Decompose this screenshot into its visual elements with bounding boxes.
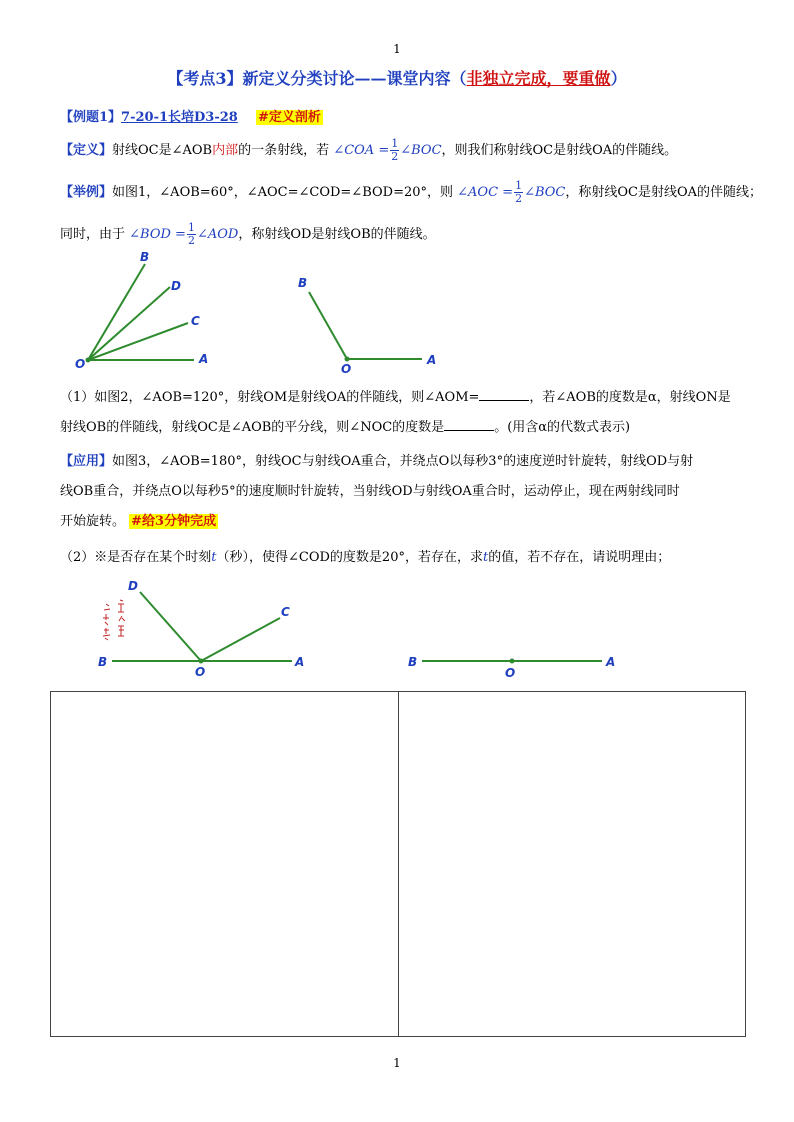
- q1-blank-1[interactable]: [479, 400, 529, 401]
- answer-box-divider: [398, 692, 399, 1036]
- fig1-label-o: O: [75, 357, 86, 371]
- fig4-label-o: O: [505, 666, 516, 680]
- frac-numerator: 1: [515, 179, 523, 192]
- application-line1-text: 如图3，∠AOB=180°，射线OC与射线OA重合，并绕点O以每秒3°的速度逆时针旋转，射线OD与射: [112, 454, 694, 469]
- illustration-expr2-right: ∠AOD: [196, 227, 239, 242]
- fig2-label-b: B: [298, 276, 308, 290]
- definition-expr-right: ∠BOC: [400, 143, 442, 158]
- fig1-label-b: B: [140, 250, 150, 264]
- application-line2: [60, 480, 680, 499]
- fig2-label-a: A: [427, 353, 437, 367]
- example-code: 7-20-1长培D3-28: [121, 110, 238, 125]
- application-line3: [60, 510, 218, 529]
- q1-line1-text: （1）如图2，∠AOB=120°，射线OM是射线OA的伴随线，则∠AOM=: [60, 390, 480, 405]
- page-number-top: 1: [393, 42, 401, 56]
- illustration-text1: 如图1，∠AOB=60°，∠AOC=∠COD=∠BOD=20°，则: [112, 185, 454, 200]
- q1-line1b-text: ，若∠AOB的度数是α，射线ON是: [529, 390, 731, 405]
- application-line3-text: 开始旋转。: [60, 514, 126, 529]
- frac-numerator: 1: [187, 221, 195, 234]
- example-highlight: #定义剖析: [257, 110, 321, 125]
- fig2-label-o: O: [341, 362, 352, 376]
- fig3-label-o: O: [195, 665, 206, 679]
- q1-blank-2[interactable]: [444, 430, 494, 431]
- illustration-text4: ，称射线OD是射线OB的伴随线。: [238, 227, 436, 242]
- fig3-label-b: B: [98, 655, 108, 669]
- title-red-note: 非独立完成，要重做: [466, 69, 611, 88]
- question-1-line2: [60, 416, 630, 435]
- example-header: [60, 106, 323, 125]
- fig1-label-a: A: [199, 352, 209, 366]
- illustration-expr-right: ∠BOC: [524, 185, 566, 200]
- fig3-label-c: C: [281, 605, 290, 619]
- seal-stamp: [103, 600, 125, 640]
- definition-text3: ，则我们称射线OC是射线OA的伴随线。: [441, 143, 678, 158]
- fig4-label-b: B: [408, 655, 418, 669]
- illustration-tag: 【举例】: [60, 185, 113, 200]
- illustration-fraction-2: [187, 222, 196, 247]
- definition-expr-left: ∠COA =: [333, 143, 390, 158]
- illustration-line1: [60, 180, 762, 205]
- illustration-expr2-left: ∠BOD =: [129, 227, 186, 242]
- definition-line: [60, 138, 677, 163]
- definition-text2: 的一条射线，若: [238, 143, 330, 158]
- fig4-label-a: A: [606, 655, 616, 669]
- figure-3: [94, 574, 324, 686]
- frac-numerator: 1: [391, 137, 399, 150]
- title-main: 【考点3】新定义分类讨论——课堂内容（: [167, 69, 467, 88]
- q2-text1: （2）※是否存在某个时刻: [60, 550, 212, 565]
- q2-text2: （秒），使得∠COD的度数是20°，若存在，求: [216, 550, 483, 565]
- application-highlight: #给3分钟完成: [131, 514, 217, 529]
- frac-denominator: 2: [187, 234, 195, 247]
- q1-line2-text: 射线OB的伴随线，射线OC是∠AOB的平分线，则∠NOC的度数是: [60, 420, 445, 435]
- frac-denominator: 2: [391, 150, 399, 163]
- fig1-label-c: C: [191, 314, 200, 328]
- figure-1: [70, 250, 230, 379]
- illustration-text3: 同时，由于: [60, 227, 126, 242]
- illustration-line2: [60, 222, 436, 247]
- definition-fraction: [390, 138, 399, 163]
- definition-tag: 【定义】: [60, 143, 113, 158]
- fig3-label-a: A: [295, 655, 305, 669]
- q2-var-t2: t: [482, 550, 489, 565]
- question-1-line1: [60, 386, 731, 405]
- page-number-bottom: 1: [393, 1056, 401, 1070]
- figure-2: [295, 272, 455, 381]
- question-2: [60, 546, 670, 565]
- answer-box[interactable]: [50, 691, 746, 1037]
- q2-var-t: t: [211, 550, 217, 565]
- example-tag: 【例题1】: [60, 110, 122, 125]
- application-tag: 【应用】: [60, 454, 113, 469]
- application-line1: [60, 450, 693, 469]
- definition-inner: 内部: [212, 143, 239, 158]
- q1-line2b-text: 。(用含α的代数式表示): [494, 420, 631, 435]
- illustration-text2: ，称射线OC是射线OA的伴随线；: [565, 185, 763, 200]
- illustration-fraction: [514, 180, 523, 205]
- figure-4: [404, 640, 634, 686]
- definition-text1: 射线OC是∠AOB: [112, 143, 213, 158]
- application-line2-text: 线OB重合，并绕点O以每秒5°的速度顺时针旋转，当射线OD与射线OA重合时，运动停止，现在两射线同时: [60, 484, 680, 499]
- frac-denominator: 2: [515, 192, 523, 205]
- title-close: ）: [610, 69, 627, 88]
- fig1-label-d: D: [171, 279, 181, 293]
- illustration-expr-left: ∠AOC =: [457, 185, 514, 200]
- fig3-label-d: D: [128, 579, 138, 593]
- q2-text3: 的值，若不存在，请说明理由；: [488, 550, 671, 565]
- section-title: [0, 66, 794, 89]
